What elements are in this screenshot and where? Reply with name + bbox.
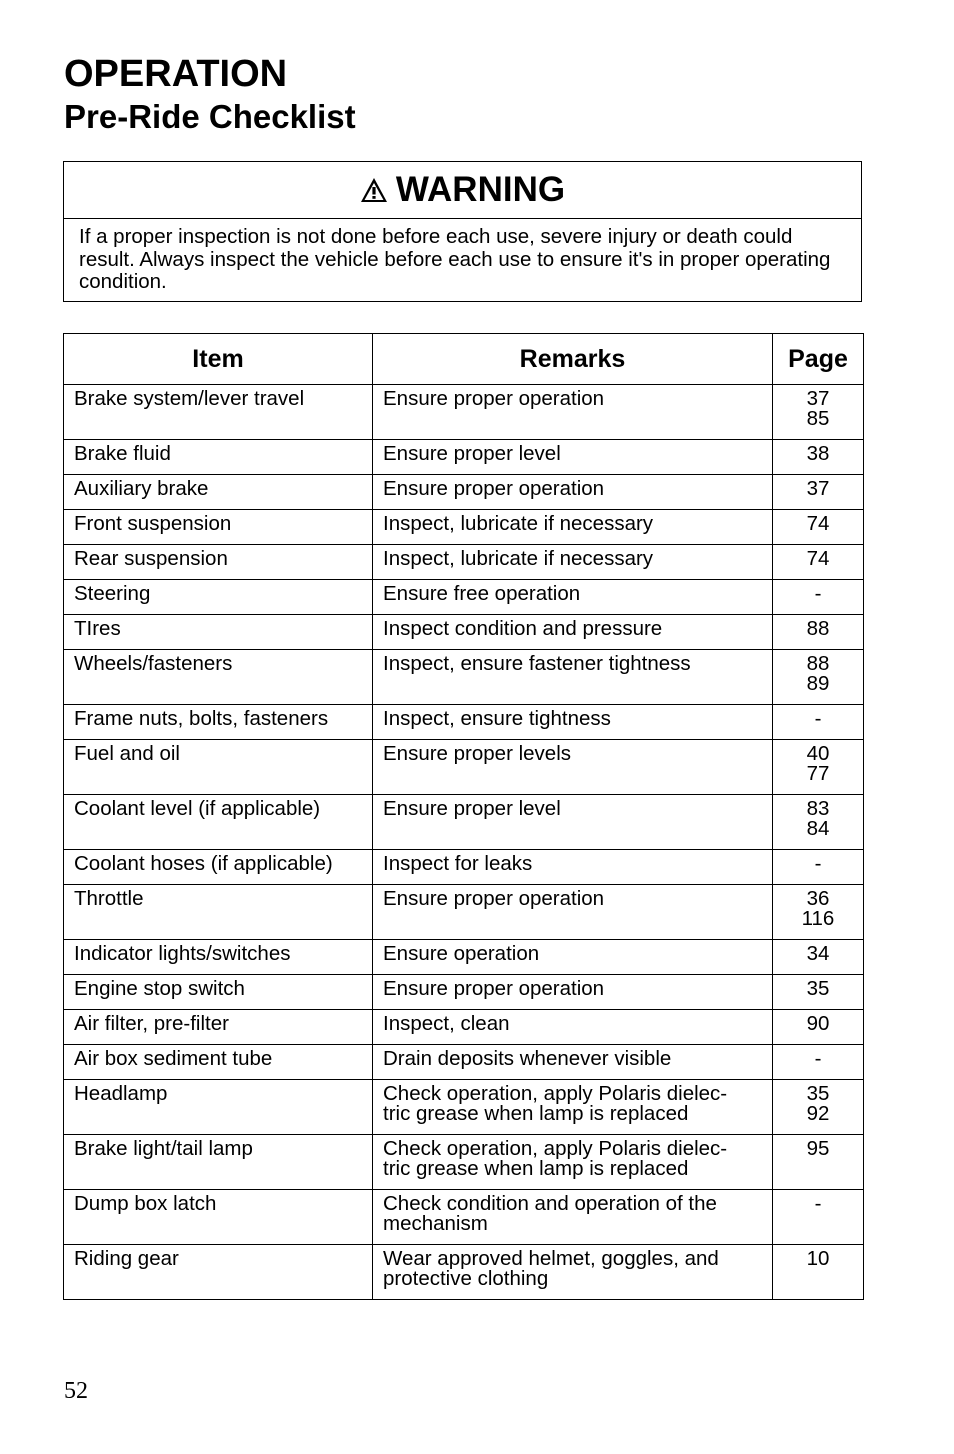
remarks-line: Inspect for leaks (383, 852, 533, 875)
remarks-line: protective clothing (383, 1267, 549, 1290)
table-row (64, 1245, 864, 1300)
remarks-line: Inspect, lubricate if necessary (383, 547, 654, 570)
warning-text: If a proper inspection is not done before each use, severe injury or death could result. Always inspect the vehicle before each use to ensure it's in proper operating condition. (79, 225, 831, 293)
table-row (64, 885, 864, 940)
remarks-cell (373, 850, 773, 885)
page-cell (773, 940, 864, 975)
page-reference: 34 (806, 942, 830, 965)
item-cell: Indicator lights/switches (64, 940, 373, 975)
remarks-line: Drain deposits whenever visible (383, 1047, 672, 1070)
checklist-table (63, 333, 864, 1300)
remarks-line: tric grease when lamp is replaced (383, 1157, 689, 1180)
page-reference: 35 (806, 977, 830, 1000)
column-header-item: Item (64, 334, 373, 385)
page-reference: 74 (806, 512, 830, 535)
page-reference: - (814, 582, 822, 605)
remarks-line: Ensure free operation (383, 582, 581, 605)
page-cell (773, 615, 864, 650)
remarks-line: Ensure proper operation (383, 477, 605, 500)
item-cell: Auxiliary brake (64, 475, 373, 510)
item-cell: Coolant level (if applicable) (64, 795, 373, 850)
section-title: OPERATION (64, 53, 288, 95)
column-header-remarks: Remarks (373, 334, 773, 385)
table-row (64, 1045, 864, 1080)
page-cell (773, 885, 864, 940)
item-cell: Throttle (64, 885, 373, 940)
table-row (64, 580, 864, 615)
checklist-body (64, 385, 864, 1300)
page-cell (773, 850, 864, 885)
remarks-cell (373, 795, 773, 850)
table-row (64, 1135, 864, 1190)
warning-box (63, 161, 862, 302)
table-row (64, 440, 864, 475)
remarks-cell (373, 1010, 773, 1045)
remarks-line: Inspect, lubricate if necessary (383, 512, 654, 535)
page-reference: 35 (806, 1082, 830, 1105)
page-reference: 85 (806, 407, 830, 430)
remarks-line: Inspect, ensure fastener tightness (383, 652, 691, 675)
page-reference: 10 (806, 1247, 830, 1270)
page-reference: - (814, 707, 822, 730)
table-row (64, 650, 864, 705)
table-row (64, 705, 864, 740)
remarks-cell (373, 1045, 773, 1080)
table-row (64, 545, 864, 580)
table-row (64, 385, 864, 440)
page-reference: 74 (806, 547, 830, 570)
warning-triangle-icon (360, 177, 388, 203)
item-cell: Brake system/lever travel (64, 385, 373, 440)
item-cell: Headlamp (64, 1080, 373, 1135)
item-cell: Frame nuts, bolts, fasteners (64, 705, 373, 740)
column-header-page: Page (773, 334, 864, 385)
page-reference: 40 (806, 742, 830, 765)
page-reference: 77 (806, 762, 830, 785)
table-row (64, 795, 864, 850)
remarks-line: Wear approved helmet, goggles, and (383, 1247, 719, 1270)
item-cell: Engine stop switch (64, 975, 373, 1010)
warning-header (64, 162, 861, 219)
item-cell: Brake fluid (64, 440, 373, 475)
item-cell: Air box sediment tube (64, 1045, 373, 1080)
page-reference: 95 (806, 1137, 830, 1160)
remarks-line: Ensure proper levels (383, 742, 572, 765)
remarks-line: Ensure proper operation (383, 387, 605, 410)
remarks-cell (373, 1135, 773, 1190)
remarks-line: Ensure proper level (383, 442, 561, 465)
remarks-cell (373, 440, 773, 475)
page-reference: - (814, 1192, 822, 1215)
table-row (64, 1080, 864, 1135)
page-number: 52 (64, 1378, 88, 1404)
remarks-line: Ensure operation (383, 942, 540, 965)
page-cell (773, 1190, 864, 1245)
table-row (64, 615, 864, 650)
page-cell (773, 1245, 864, 1300)
page-cell (773, 705, 864, 740)
remarks-line: Ensure proper level (383, 797, 561, 820)
item-cell: Wheels/fasteners (64, 650, 373, 705)
remarks-cell (373, 650, 773, 705)
table-header-row (64, 334, 864, 385)
page-reference: 83 (806, 797, 830, 820)
table-row (64, 1190, 864, 1245)
item-cell: Air filter, pre-filter (64, 1010, 373, 1045)
remarks-cell (373, 475, 773, 510)
page-cell (773, 740, 864, 795)
table-row (64, 975, 864, 1010)
table-row (64, 940, 864, 975)
remarks-line: Inspect, clean (383, 1012, 510, 1035)
remarks-cell (373, 975, 773, 1010)
page-reference: 88 (806, 617, 830, 640)
page-cell (773, 510, 864, 545)
page-cell (773, 475, 864, 510)
remarks-line: Check condition and operation of the (383, 1192, 717, 1215)
page-reference: 37 (806, 477, 830, 500)
page-cell (773, 975, 864, 1010)
page-cell (773, 440, 864, 475)
item-cell: Front suspension (64, 510, 373, 545)
remarks-line: Inspect, ensure tightness (383, 707, 611, 730)
page-cell (773, 580, 864, 615)
table-row (64, 740, 864, 795)
remarks-cell (373, 1080, 773, 1135)
table-row (64, 1010, 864, 1045)
page-reference: 90 (806, 1012, 830, 1035)
remarks-line: mechanism (383, 1212, 488, 1235)
page-cell (773, 795, 864, 850)
remarks-cell (373, 510, 773, 545)
page-reference: 89 (806, 672, 830, 695)
table-row (64, 850, 864, 885)
page-reference: 116 (801, 907, 835, 930)
page-cell (773, 385, 864, 440)
remarks-cell (373, 740, 773, 795)
page-reference: 92 (806, 1102, 830, 1125)
page-reference: 37 (806, 387, 830, 410)
remarks-line: Check operation, apply Polaris dielec- (383, 1082, 728, 1105)
page-title: Pre-Ride Checklist (64, 98, 356, 135)
page-cell (773, 545, 864, 580)
remarks-cell (373, 885, 773, 940)
item-cell: Rear suspension (64, 545, 373, 580)
page-reference: 36 (806, 887, 830, 910)
table-row (64, 510, 864, 545)
remarks-line: Inspect condition and pressure (383, 617, 663, 640)
page-cell (773, 1080, 864, 1135)
page-reference: - (814, 852, 822, 875)
item-cell: Dump box latch (64, 1190, 373, 1245)
item-cell: TIres (64, 615, 373, 650)
page-cell (773, 650, 864, 705)
page-reference: 38 (806, 442, 830, 465)
remarks-line: Ensure proper operation (383, 977, 605, 1000)
page-reference: 88 (806, 652, 830, 675)
remarks-cell (373, 580, 773, 615)
remarks-cell (373, 545, 773, 580)
item-cell: Riding gear (64, 1245, 373, 1300)
remarks-cell (373, 385, 773, 440)
page-cell (773, 1010, 864, 1045)
item-cell: Fuel and oil (64, 740, 373, 795)
remarks-line: tric grease when lamp is replaced (383, 1102, 689, 1125)
remarks-cell (373, 1190, 773, 1245)
item-cell: Coolant hoses (if applicable) (64, 850, 373, 885)
page-cell (773, 1135, 864, 1190)
remarks-line: Ensure proper operation (383, 887, 605, 910)
remarks-cell (373, 615, 773, 650)
warning-title: WARNING (395, 170, 566, 209)
remarks-line: Check operation, apply Polaris dielec- (383, 1137, 728, 1160)
item-cell: Steering (64, 580, 373, 615)
page-reference: 84 (806, 817, 830, 840)
remarks-cell (373, 940, 773, 975)
table-row (64, 475, 864, 510)
remarks-cell (373, 1245, 773, 1300)
page-reference: - (814, 1047, 822, 1070)
remarks-cell (373, 705, 773, 740)
page-cell (773, 1045, 864, 1080)
item-cell: Brake light/tail lamp (64, 1135, 373, 1190)
